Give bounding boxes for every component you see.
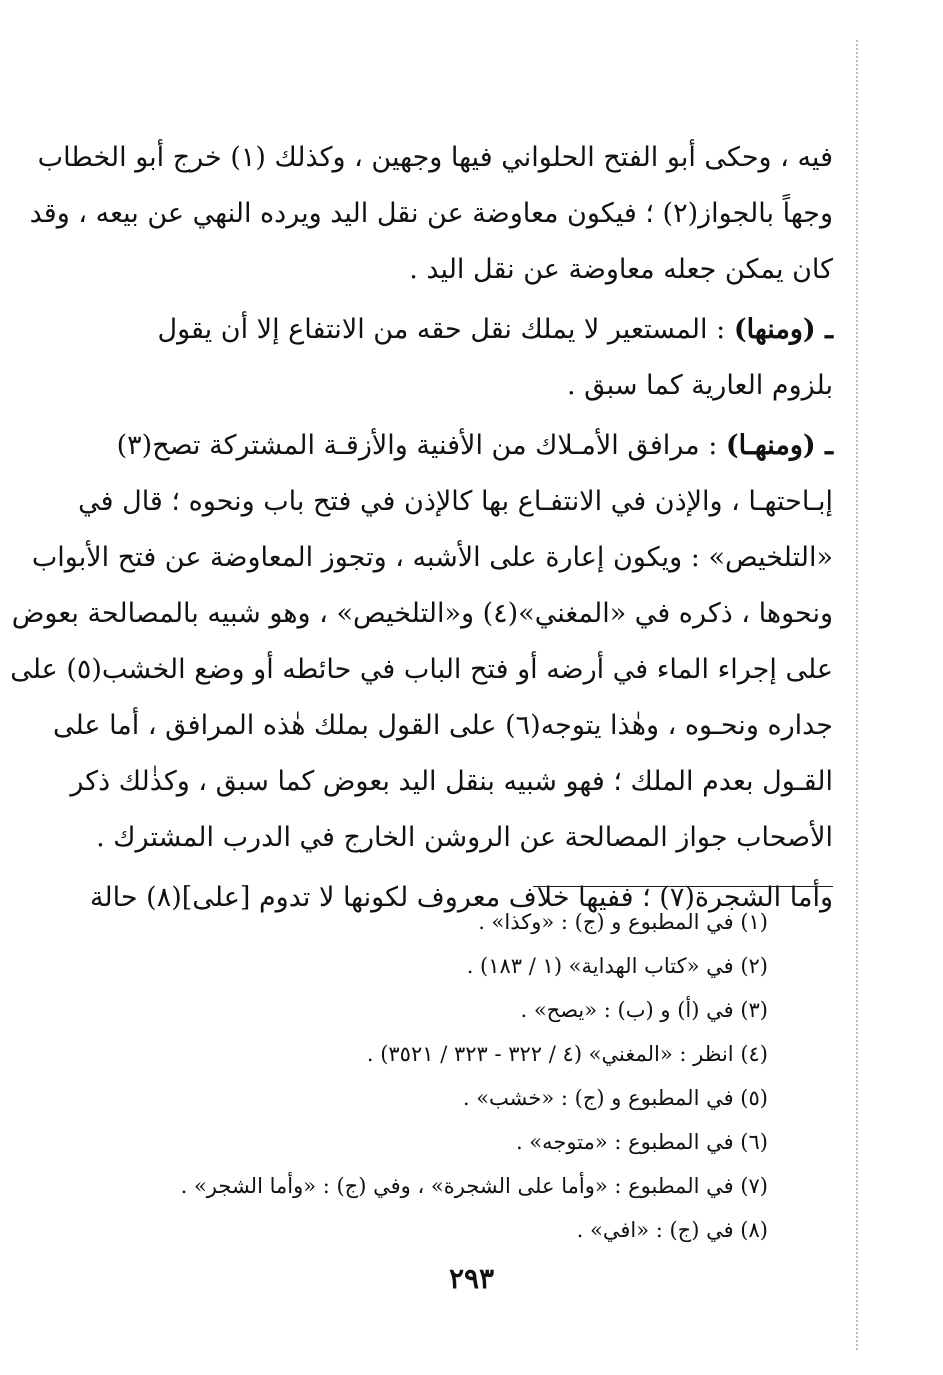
text-line: ـ (ومنها) : المستعير لا يملك نقل حقه من الانتفاع إلا أن يقول [157,314,833,345]
footnote: (١) في المطبوع و (ج) : «وكذا» . [478,910,768,934]
footnotes [128,900,768,1252]
footnote: (٧) في المطبوع : «وأما على الشجرة» ، وفي (ج) : «وأما الشجر» . [180,1174,768,1198]
text-line: «التلخيص» : ويكون إعارة على الأشبه ، وتجوز المعاوضة عن فتح الأبواب [31,542,833,573]
footnote: (٦) في المطبوع : «متوجه» . [515,1130,768,1154]
footnote: (٨) في (ج) : «افي» . [576,1218,768,1242]
text-line: فيه ، وحكى أبو الفتح الحلواني فيها وجهين ، وكذلك (١) خرج أبو الخطاب [37,142,833,173]
footnote: (٢) في «كتاب الهداية» (١ / ١٨٣) . [466,954,768,978]
text-line: القـول بعدم الملك ؛ فهو شبيه بنقل اليد بعوض كما سبق ، وكذٰلك ذكر [70,766,833,797]
text-line: جداره ونحـوه ، وهٰذا يتوجه(٦) على القول بملك هٰذه المرافق ، أما على [52,710,833,741]
text-line: ونحوها ، ذكره في «المغني»(٤) و«التلخيص» ، وهو شبيه بالمصالحة بعوض [11,598,833,629]
text-line: وجهاً بالجواز(٢) ؛ فيكون معاوضة عن نقل اليد ويرده النهي عن بيعه ، وقد [29,198,833,229]
margin-dotted-rule [856,40,858,1350]
footnote: (٣) في (أ) و (ب) : «يصح» . [520,998,768,1022]
text-line: كان يمكن جعله معاوضة عن نقل اليد . [409,254,833,285]
text-line: على إجراء الماء في أرضه أو فتح الباب في حائطه أو وضع الخشب(٥) على [10,654,833,685]
footnote-separator [533,886,833,887]
footnote: (٤) انظر : «المغني» (٤ / ٣٢٢ - ٣٢٣ / ٣٥٢١) . [366,1042,768,1066]
text-line: بلزوم العارية كما سبق . [566,370,833,401]
text-line: ـ (ومنهـا) : مرافق الأمـلاك من الأفنية والأزقـة المشتركة تصح(٣) [116,430,833,461]
text-line: وأما الشجرة(٧) ؛ ففيها خلاف معروف لكونها لا تدوم [على](٨) حالة [89,882,833,913]
main-text [10,130,833,926]
text-line: إبـاحتهـا ، والإذن في الانتفـاع بها كالإذن في فتح باب ونحوه ؛ قال في [78,486,833,517]
page-number: ٢٩٣ [448,1262,495,1295]
section-marker: ـ (ومنها) [733,314,833,345]
footnote: (٥) في المطبوع و (ج) : «خشب» . [462,1086,768,1110]
text-line: الأصحاب جواز المصالحة عن الروشن الخارج في الدرب المشترك . [96,822,833,853]
section-marker: ـ (ومنهـا) [725,430,833,461]
